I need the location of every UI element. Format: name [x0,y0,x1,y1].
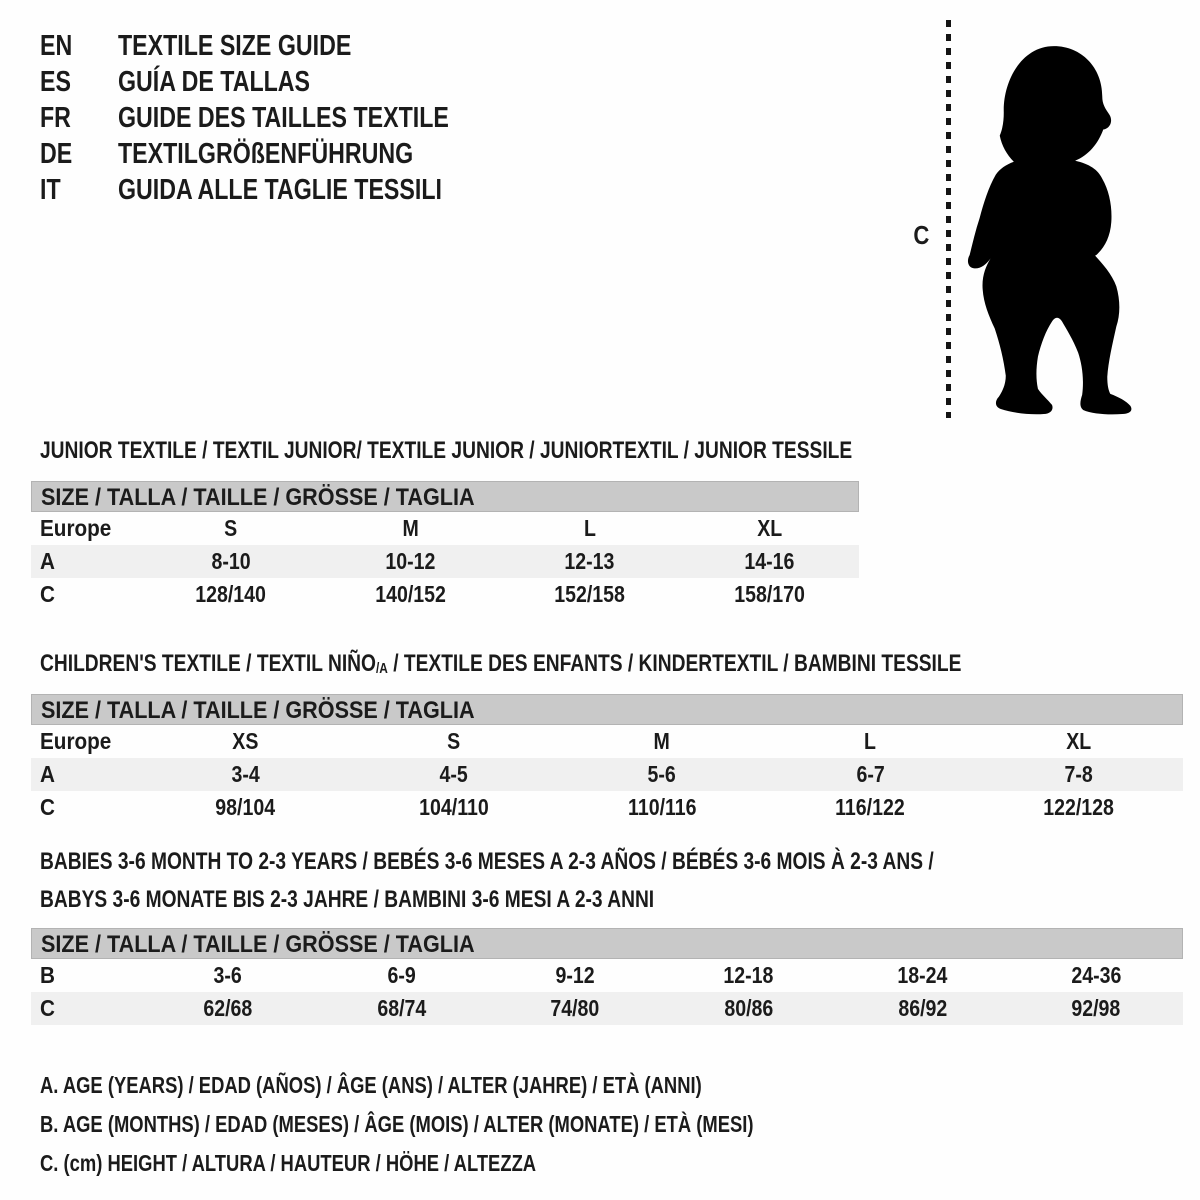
size-cell: 74/80 [550,995,600,1021]
size-cell: 7-8 [1064,761,1093,787]
size-cell: XL [756,515,782,541]
size-cell: 3-4 [231,761,260,787]
size-cell: S [447,728,461,754]
table-row-age [31,758,1183,791]
size-cell: 116/122 [835,794,906,820]
junior-section-title: JUNIOR TEXTILE / TEXTIL JUNIOR/ TEXTILE JUNIOR / JUNIORTEXTIL / JUNIOR TESSILE [40,437,853,464]
size-cell: 4-5 [439,761,468,787]
row-label: C [40,794,55,820]
size-cell: 5-6 [647,761,677,787]
language-label: TEXTILGRÖßENFÜHRUNG [118,137,414,170]
language-label: GUIDA ALLE TAGLIE TESSILI [118,173,442,206]
table-row-age [31,545,859,578]
row-label: Europe [40,728,112,754]
size-cell: 24-36 [1071,962,1122,988]
size-cell: 3-6 [213,962,242,988]
size-cell: 98/104 [215,794,276,820]
table-row-months [31,959,1183,992]
language-row-en [40,28,532,64]
language-code: FR [40,101,71,134]
children-size-table [31,694,1183,824]
size-cell: 92/98 [1071,995,1121,1021]
row-label: Europe [40,515,112,541]
language-row-de [40,136,532,172]
row-label: A [40,761,55,787]
size-cell: 10-12 [385,548,436,574]
size-cell: 18-24 [897,962,948,988]
size-cell: L [864,728,877,754]
language-code: EN [40,29,73,62]
language-label: GUÍA DE TALLAS [118,65,311,98]
size-cell: 6-7 [856,761,885,787]
row-label: C [40,995,55,1021]
language-row-it [40,172,532,208]
size-cell: 122/128 [1043,794,1115,820]
row-label: A [40,548,55,574]
toddler-silhouette-icon [958,16,1142,420]
size-cell: 12-13 [564,548,615,574]
size-header-band: SIZE / TALLA / TAILLE / GRÖSSE / TAGLIA [31,928,1183,959]
junior-size-table [31,481,859,611]
size-cell: 9-12 [555,962,595,988]
size-cell: 104/110 [418,794,489,820]
legend-block [40,1066,932,1183]
size-cell: 86/92 [898,995,947,1021]
table-row-europe [31,512,859,545]
size-cell: 62/68 [203,995,253,1021]
size-cell: 80/86 [724,995,774,1021]
size-cell: 110/116 [627,794,697,820]
language-code: DE [40,137,73,170]
size-cell: M [402,515,419,541]
size-cell: 68/74 [377,995,426,1021]
nino-a-subscript: /A [375,660,388,677]
language-title-block [40,28,532,208]
size-cell: 12-18 [723,962,774,988]
language-label: GUIDE DES TAILLES TEXTILE [118,101,449,134]
size-cell: S [224,515,238,541]
babies-section-title: BABIES 3-6 MONTH TO 2-3 YEARS / BEBÉS 3-6 MESES A 2-3 AÑOS / BÉBÉS 3-6 MOIS À 2-3 ANS / BABYS 3-6 MONATE BIS 2-3 JAHRE / BAMBINI 3-6 MESI A 2-3 ANNI [40,848,934,913]
size-cell: M [653,728,671,754]
size-cell: 158/170 [733,581,805,607]
size-cell: 140/152 [374,581,446,607]
babies-size-table [31,928,1183,1025]
size-header-band: SIZE / TALLA / TAILLE / GRÖSSE / TAGLIA [31,694,1183,725]
size-cell: 6-9 [387,962,416,988]
height-dashed-line [946,20,951,418]
language-row-fr [40,100,532,136]
children-section-title: CHILDREN'S TEXTILE / TEXTIL NIÑO/A / TEXTILE DES ENFANTS / KINDERTEXTIL / BAMBINI TESSILE [40,650,962,677]
legend-age-months: B. AGE (MONTHS) / EDAD (MESES) / ÂGE (MOIS) / ALTER (MONATE) / ETÀ (MESI) [40,1111,754,1137]
language-row-es [40,64,532,100]
size-cell: L [583,515,596,541]
legend-age-years: A. AGE (YEARS) / EDAD (AÑOS) / ÂGE (ANS) / ALTER (JAHRE) / ETÀ (ANNI) [40,1072,702,1098]
height-measure-label: C [913,220,930,250]
size-header-band: SIZE / TALLA / TAILLE / GRÖSSE / TAGLIA [31,481,859,512]
table-row-height [31,992,1183,1025]
size-cell: 14-16 [744,548,795,574]
table-row-height [31,791,1183,824]
language-code: ES [40,65,71,98]
row-label: C [40,581,55,607]
size-cell: 128/140 [195,581,267,607]
size-cell: 8-10 [211,548,251,574]
language-label: TEXTILE SIZE GUIDE [118,29,352,62]
table-row-europe [31,725,1183,758]
legend-height-cm: C. (cm) HEIGHT / ALTURA / HAUTEUR / HÖHE / ALTEZZA [40,1150,537,1176]
size-cell: XL [1066,728,1092,754]
row-label: B [40,962,55,988]
language-code: IT [40,173,61,206]
size-cell: XS [232,728,259,754]
table-row-height [31,578,859,611]
size-cell: 152/158 [554,581,626,607]
